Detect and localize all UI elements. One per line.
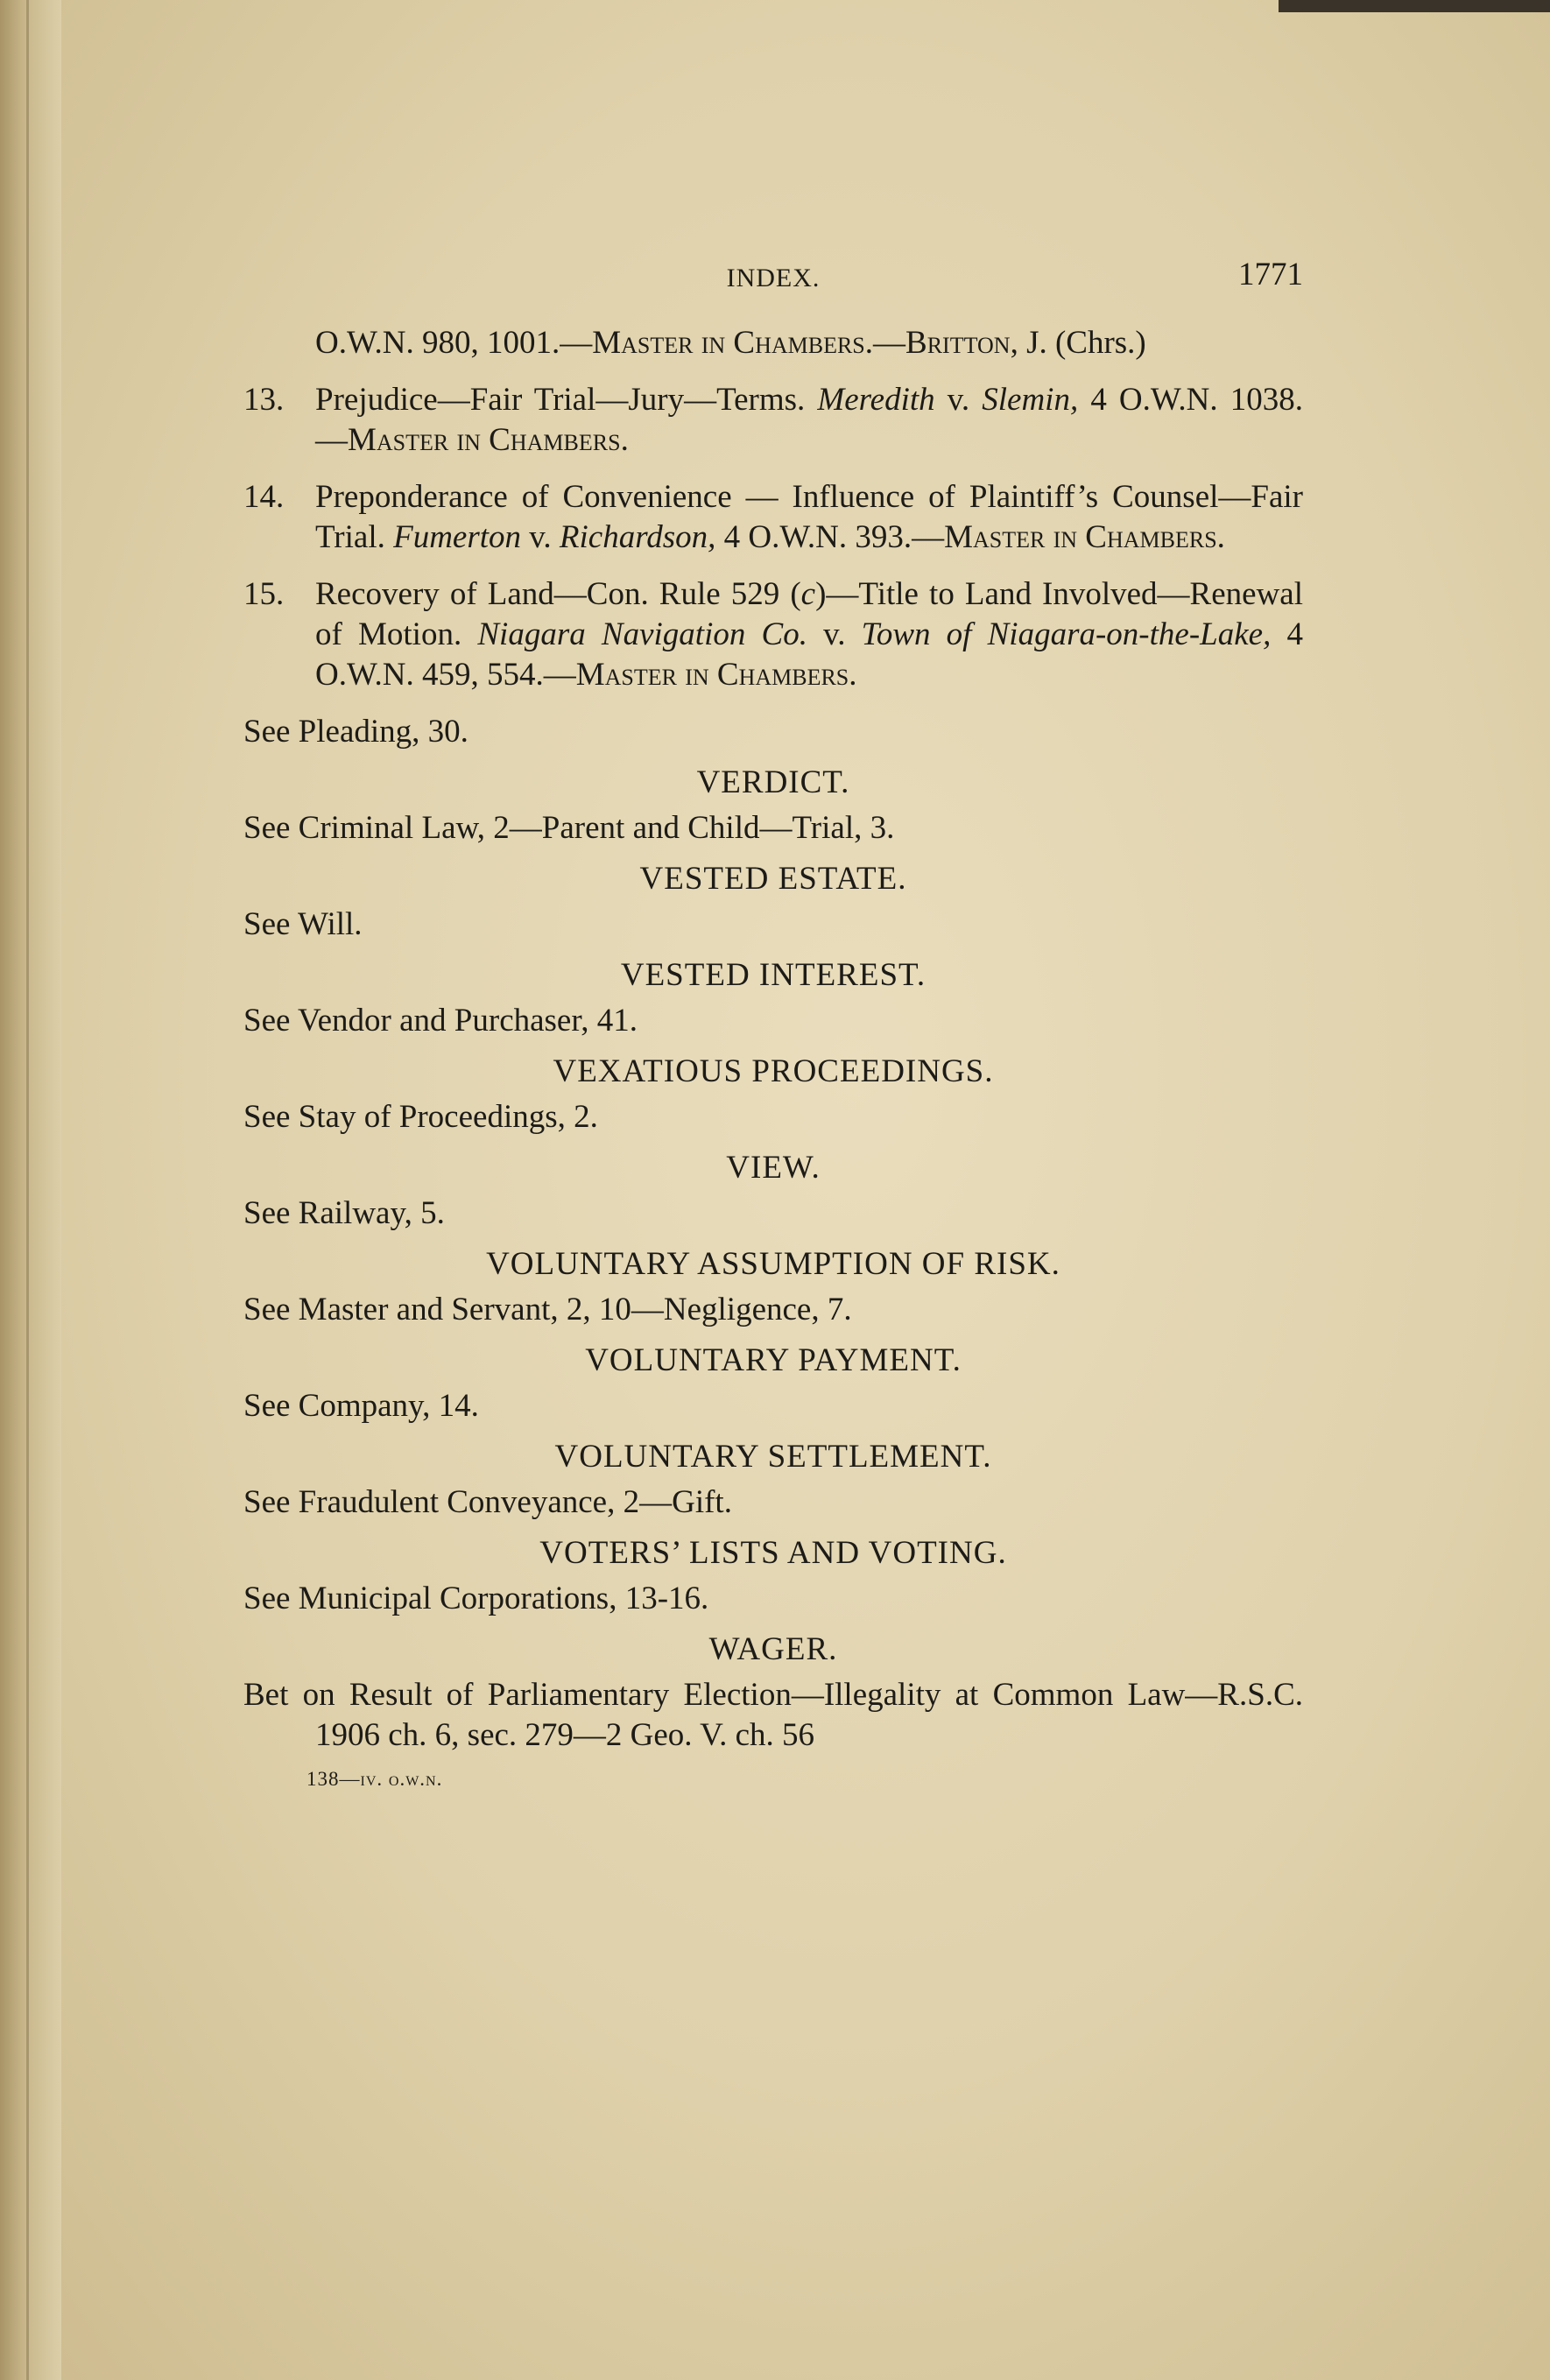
entry-text-segment: O.W.N. 980, 1001.— [315, 325, 593, 361]
entry-number: 14. [243, 479, 285, 515]
entry-text-segment: Master in Chambers [575, 657, 849, 693]
entry-text-segment: Meredith [817, 382, 935, 418]
section-heading: VOLUNTARY PAYMENT. [585, 1342, 962, 1378]
see-reference: See Master and Servant, 2, 10—Negligence, 7. [243, 1292, 852, 1327]
section-heading: VERDICT. [696, 764, 850, 800]
entry-text-segment: Niagara Navigation Co. [477, 616, 807, 652]
entry-number: 15. [243, 576, 285, 612]
page-content [243, 258, 1303, 1799]
see-reference: See Fraudulent Conveyance, 2—Gift. [243, 1484, 732, 1520]
see-reference-pleading: See Pleading, 30. [243, 714, 469, 750]
entry-text-segment: c [800, 576, 816, 612]
entry-text-segment: v. [934, 382, 983, 418]
entry-text-segment: v. [807, 616, 862, 652]
running-title: INDEX. [726, 264, 821, 292]
see-reference: See Will. [243, 906, 363, 942]
entry-text-segment: Preponderance of Convenience — Influence of Plaintiff’s Counsel—Fair Trial. [315, 479, 1303, 555]
section-heading: VOTERS’ LISTS AND VOTING. [539, 1535, 1007, 1571]
entry-text-segment: Recovery of Land—Con. Rule 529 ( [315, 576, 801, 612]
entry-text-segment: Master in Chambers [348, 422, 621, 458]
see-reference: See Railway, 5. [243, 1195, 445, 1231]
see-reference: See Stay of Proceedings, 2. [243, 1099, 598, 1135]
entry-text-segment: v. [521, 519, 560, 555]
entry-text-segment: 4 O.W.N. 459, 554.— [315, 616, 1303, 693]
entry-text-segment: .— [864, 325, 906, 361]
entry-text-segment: , J. (Chrs.) [1010, 325, 1146, 361]
binding-crease [26, 0, 29, 2380]
see-reference: See Vendor and Purchaser, 41. [243, 1003, 638, 1039]
index-sections [243, 763, 1303, 1619]
entry-text-segment: 4 O.W.N. 393.— [715, 519, 945, 555]
section-heading: VESTED ESTATE. [639, 861, 907, 897]
entry-text-segment: Prejudice—Fair Trial—Jury—Terms. [315, 382, 818, 418]
entry-text-segment: Master in Chambers [944, 519, 1217, 555]
page-binding-edge [0, 0, 61, 2380]
entry-text-segment: Fumerton [393, 519, 522, 555]
section-heading: VOLUNTARY SETTLEMENT. [554, 1439, 992, 1475]
index-entry [243, 323, 1303, 363]
entry-text-segment: Town of Niagara-on-the-Lake, [861, 616, 1272, 652]
section-heading: VEXATIOUS PROCEEDINGS. [553, 1053, 994, 1089]
numbered-entries [243, 323, 1303, 695]
entry-text-segment: 4 O.W.N. 1038.— [315, 382, 1304, 458]
entry-text-segment: . [620, 422, 629, 458]
index-entry [243, 477, 1303, 558]
entry-number: 13. [243, 382, 285, 418]
section-heading: VESTED INTEREST. [620, 957, 926, 993]
running-head [243, 258, 1303, 302]
index-entry [243, 574, 1303, 695]
index-entry [243, 380, 1303, 461]
section-heading-wager: WAGER. [708, 1631, 838, 1667]
cover-corner [1279, 0, 1550, 12]
entry-text-segment: Slemin, [982, 382, 1079, 418]
entry-text-segment: . [1216, 519, 1225, 555]
see-reference: See Criminal Law, 2—Parent and Child—Trial, 3. [243, 810, 895, 846]
section-heading: VOLUNTARY ASSUMPTION OF RISK. [486, 1246, 1060, 1282]
section-heading: VIEW. [726, 1150, 821, 1186]
signature-mark: 138—iv. o.w.n. [306, 1768, 443, 1790]
wager-entry: Bet on Result of Parliamentary Election—Illegality at Common Law—R.S.C. 1906 ch. 6, sec. 279—2 Geo. V. ch. 56 [243, 1677, 1303, 1753]
entry-text-segment: )—Title to Land Involved—Renewal of Motion. [315, 576, 1303, 652]
see-reference: See Company, 14. [243, 1388, 479, 1424]
entry-text-segment: Britton [905, 325, 1011, 361]
page-number: 1771 [1238, 257, 1303, 292]
entry-text-segment: Richardson, [559, 519, 716, 555]
entry-text-segment: . [849, 657, 857, 693]
entry-text-segment: Master in Chambers [592, 325, 865, 361]
see-reference: See Municipal Corporations, 13-16. [243, 1581, 709, 1616]
